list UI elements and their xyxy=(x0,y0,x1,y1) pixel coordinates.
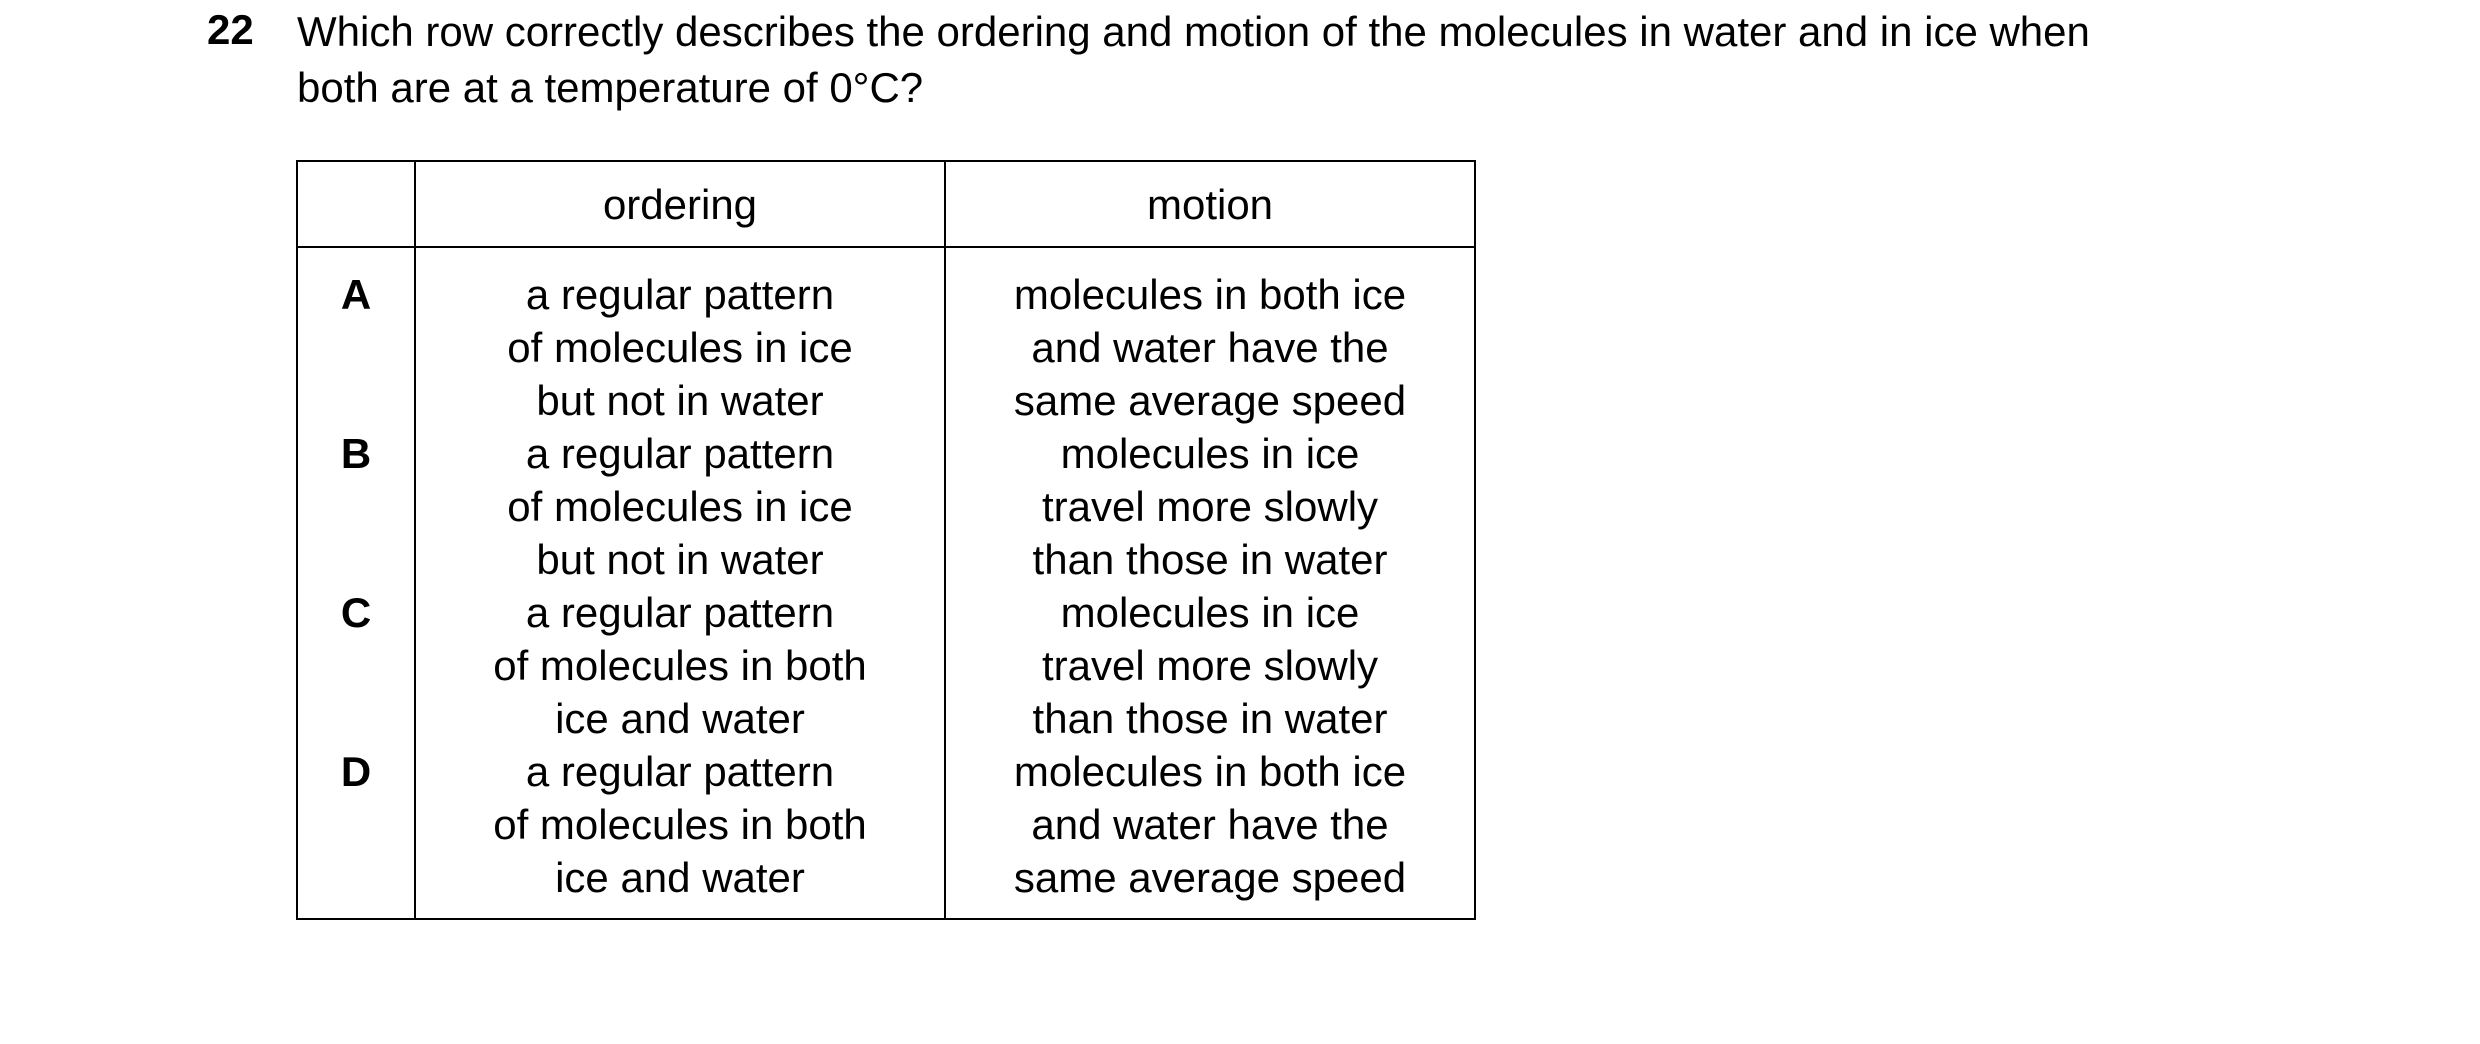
ordering-d-line-1: a regular pattern xyxy=(525,748,835,795)
motion-b-line-3: than those in water xyxy=(1032,536,1388,583)
ordering-a-line-3: but not in water xyxy=(536,377,824,424)
motion-d-line-3: same average speed xyxy=(1013,854,1407,901)
option-letter-a[interactable]: A xyxy=(297,247,415,427)
header-motion: motion xyxy=(945,161,1475,247)
motion-b-line-2: travel more slowly xyxy=(1041,483,1379,530)
motion-b-line-1: molecules in ice xyxy=(1060,430,1360,477)
table-row-c[interactable] xyxy=(297,586,1475,745)
ordering-c-line-1: a regular pattern xyxy=(525,589,835,636)
ordering-cell-d xyxy=(415,745,945,919)
ordering-c-line-3: ice and water xyxy=(555,695,805,742)
ordering-b-line-2: of molecules in ice xyxy=(507,483,853,530)
motion-c-line-1: molecules in ice xyxy=(1060,589,1360,636)
ordering-d-line-3: ice and water xyxy=(555,854,805,901)
table-header-row xyxy=(297,161,1475,247)
question-text-line-2: both are at a temperature of 0°C? xyxy=(297,64,924,111)
ordering-cell-a xyxy=(415,247,945,427)
motion-cell-c xyxy=(945,586,1475,745)
question-number: 22 xyxy=(207,6,254,53)
header-letter xyxy=(297,161,415,247)
motion-c-line-3: than those in water xyxy=(1032,695,1388,742)
answer-options-table xyxy=(296,160,1476,920)
table-row-d[interactable] xyxy=(297,745,1475,919)
motion-d-line-2: and water have the xyxy=(1031,801,1389,848)
ordering-b-line-1: a regular pattern xyxy=(525,430,835,477)
table-row-b[interactable] xyxy=(297,427,1475,586)
motion-cell-b xyxy=(945,427,1475,586)
motion-a-line-1: molecules in both ice xyxy=(1013,271,1407,318)
question-text xyxy=(297,4,2397,116)
ordering-d-line-2: of molecules in both xyxy=(493,801,867,848)
option-letter-b[interactable]: B xyxy=(297,427,415,586)
ordering-cell-b xyxy=(415,427,945,586)
ordering-cell-c xyxy=(415,586,945,745)
table-row-a[interactable] xyxy=(297,247,1475,427)
motion-cell-a xyxy=(945,247,1475,427)
motion-a-line-3: same average speed xyxy=(1013,377,1407,424)
motion-d-line-1: molecules in both ice xyxy=(1013,748,1407,795)
motion-cell-d xyxy=(945,745,1475,919)
motion-c-line-2: travel more slowly xyxy=(1041,642,1379,689)
option-letter-c[interactable]: C xyxy=(297,586,415,745)
option-letter-d[interactable]: D xyxy=(297,745,415,919)
ordering-c-line-2: of molecules in both xyxy=(493,642,867,689)
ordering-a-line-1: a regular pattern xyxy=(525,271,835,318)
ordering-a-line-2: of molecules in ice xyxy=(507,324,853,371)
question-text-line-1: Which row correctly describes the ordering and motion of the molecules in water and in ice when xyxy=(297,8,2090,55)
motion-a-line-2: and water have the xyxy=(1031,324,1389,371)
header-ordering: ordering xyxy=(415,161,945,247)
ordering-b-line-3: but not in water xyxy=(536,536,824,583)
